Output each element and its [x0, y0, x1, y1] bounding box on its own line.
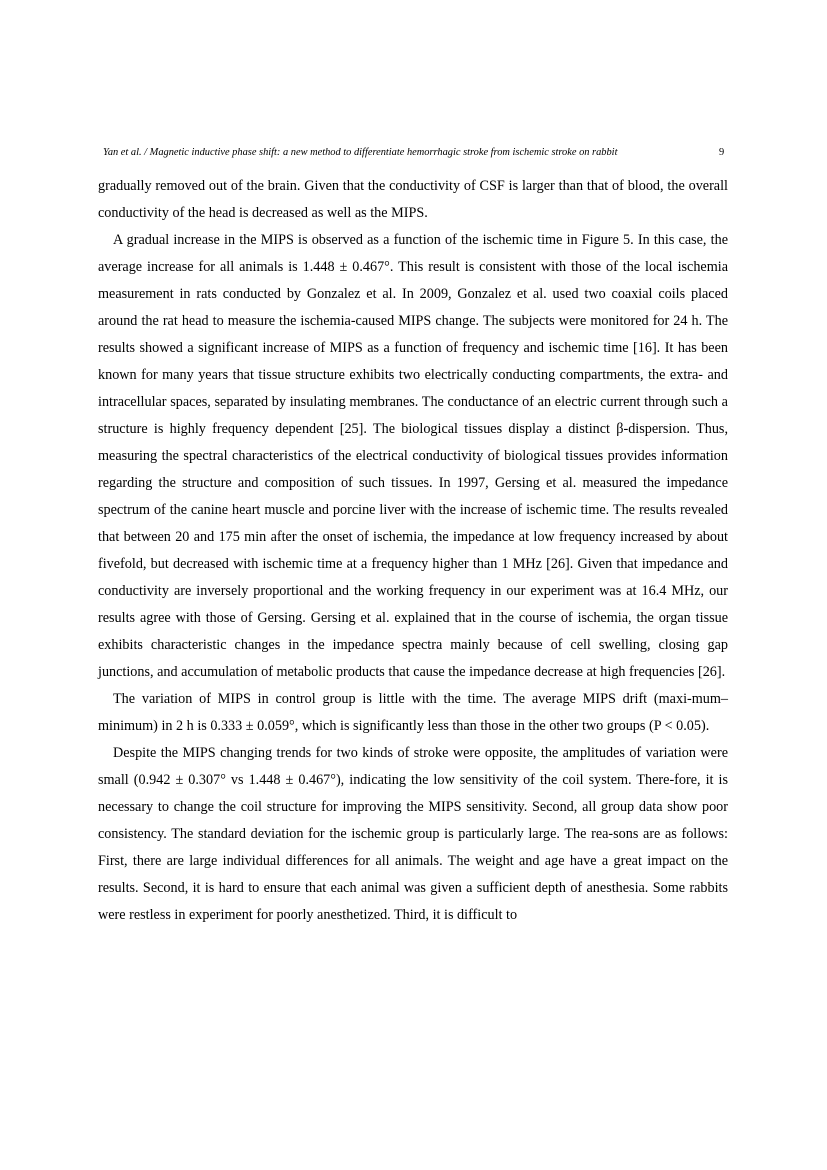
running-head [103, 145, 733, 161]
running-head-text: Yan et al. / Magnetic inductive phase shift: a new method to differentiate hemorrhagic stroke from ischemic stroke on rabbit [103, 147, 618, 158]
paragraph-continuation: gradually removed out of the brain. Given that the conductivity of CSF is larger than that of blood, the overall conductivity of the head is decreased as well as the MIPS. [98, 178, 728, 221]
paragraph-limitations: Despite the MIPS changing trends for two kinds of stroke were opposite, the amplitudes of variation were small (0.942 ± 0.307° vs 1.448 ± 0.467°), indicating the low sensitivity of the coil system. There-fore, it is necessary to change the coil structure for improving the MIPS sensitivity. Second, all group data show poor consistency. The standard deviation for the ischemic group is particularly large. The rea-sons are as follows: First, there are large individual differences for all animals. The weight and age have a great impact on the results. Second, it is hard to ensure that each animal was given a sufficient depth of anesthesia. Some rabbits were restless in experiment for poorly anesthetized. Third, it is difficult to [98, 745, 728, 923]
paragraph-ischemic-increase: A gradual increase in the MIPS is observed as a function of the ischemic time in Figure 5. In this case, the average increase for all animals is 1.448 ± 0.467°. This result is consistent with those of the local ischemia measurement in rats conducted by Gonzalez et al. In 2009, Gonzalez et al. used two coaxial coils placed around the rat head to measure the ischemia-caused MIPS change. The subjects were monitored for 24 h. The results showed a significant increase of MIPS as a function of frequency and ischemic time [16]. It has been known for many years that tissue structure exhibits two electrically conducting compartments, the extra- and intracellular spaces, separated by insulating membranes. The conductance of an electric current through such a structure is highly frequency dependent [25]. The biological tissues display a distinct β-dispersion. Thus, measuring the spectral characteristics of the electrical conductivity of biological tissues provides information regarding the structure and composition of such tissues. In 1997, Gersing et al. measured the impedance spectrum of the canine heart muscle and porcine liver with the increase of ischemic time. The results revealed that between 20 and 175 min after the onset of ischemia, the impedance at low frequency increased by about fivefold, but decreased with ischemic time at a frequency higher than 1 MHz [26]. Given that impedance and conductivity are inversely proportional and the working frequency in our experiment was at 16.4 MHz, our results agree with those of Gersing. Gersing et al. explained that in the course of ischemia, the organ tissue exhibits characteristic changes in the impedance spectra mainly because of cell swelling, closing gap junctions, and accumulation of metabolic products that cause the impedance decrease at high frequencies [26]. [98, 232, 728, 680]
paragraph-control-group: The variation of MIPS in control group is little with the time. The average MIPS drift (maxi-mum–minimum) in 2 h is 0.333 ± 0.059°, which is significantly less than those in the other two groups (P < 0.05). [98, 691, 728, 734]
page-number: 9 [719, 147, 725, 158]
body-text [98, 173, 728, 929]
